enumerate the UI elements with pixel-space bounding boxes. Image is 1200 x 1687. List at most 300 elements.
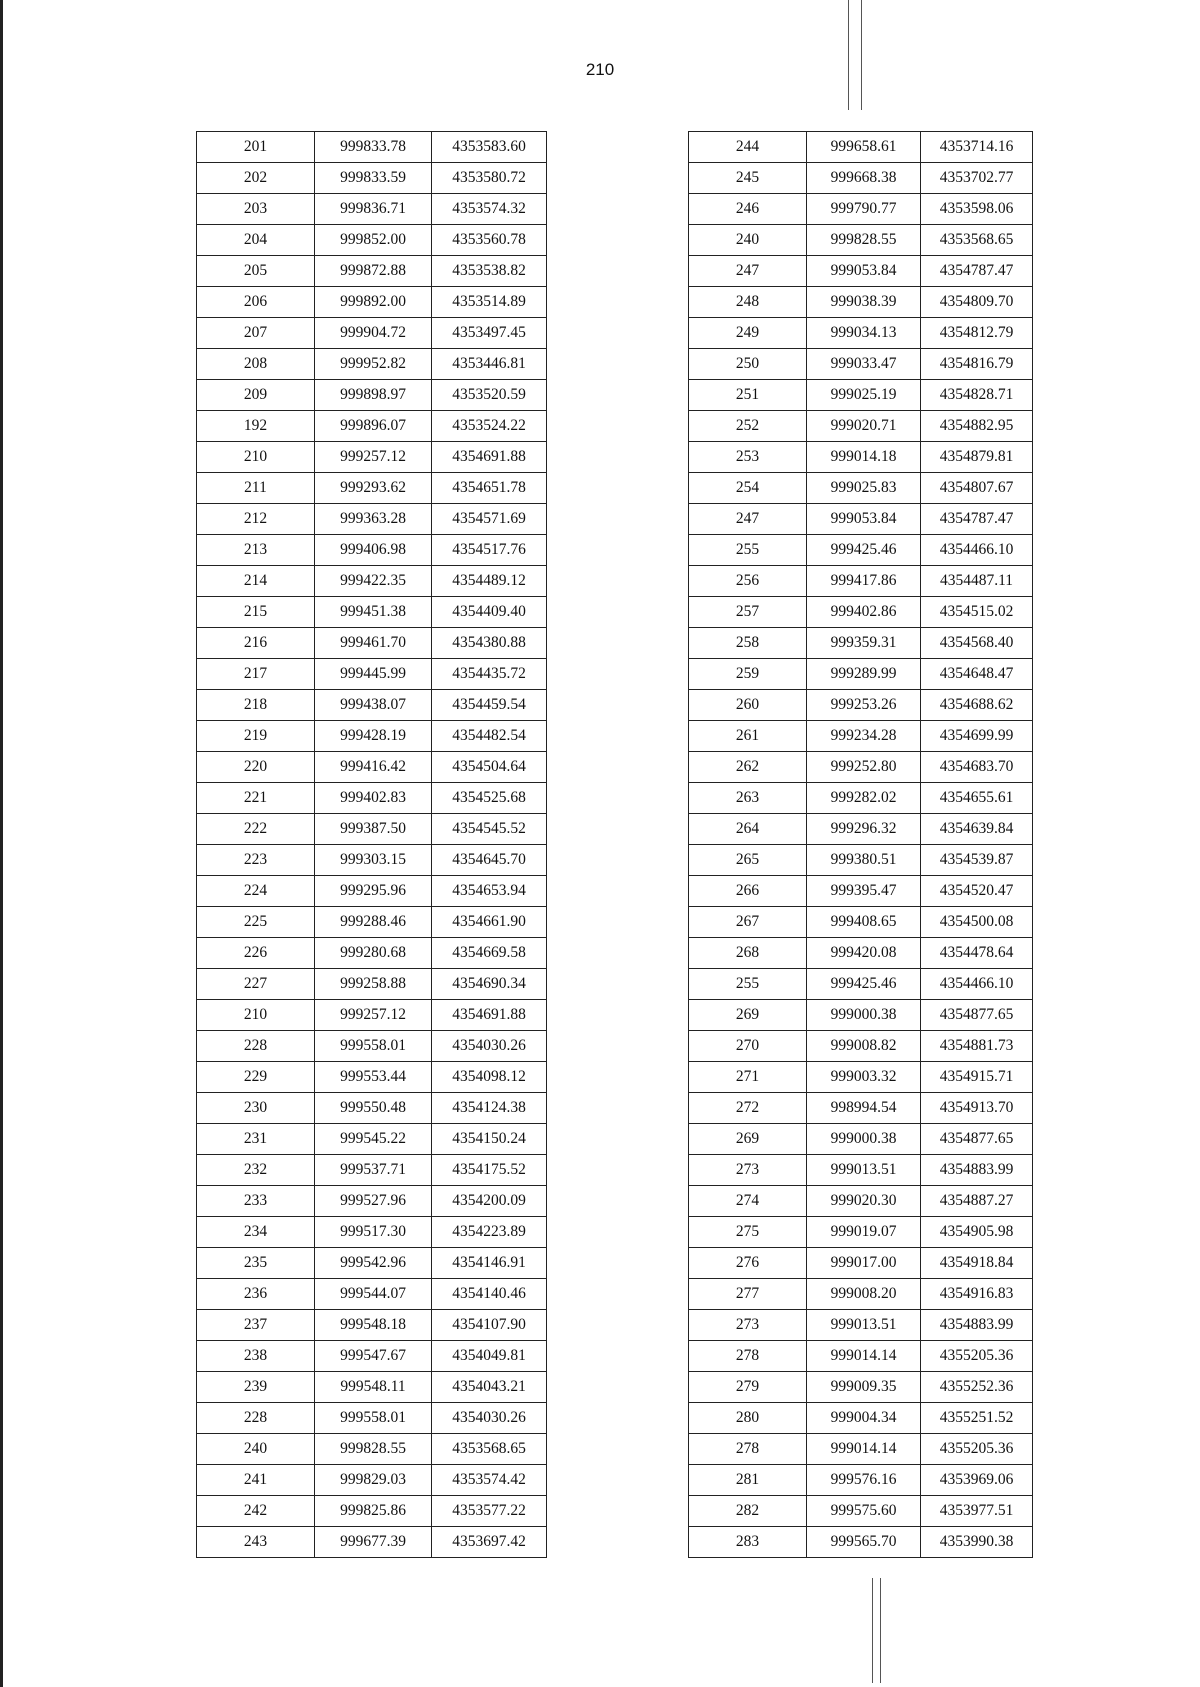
y-coordinate-cell: 4353583.60	[432, 132, 547, 163]
point-number-cell: 247	[689, 256, 807, 287]
x-coordinate-cell: 999790.77	[807, 194, 921, 225]
table-row	[197, 907, 547, 938]
point-number-cell: 267	[689, 907, 807, 938]
x-coordinate-cell: 999537.71	[315, 1155, 432, 1186]
point-number-cell: 214	[197, 566, 315, 597]
x-coordinate-cell: 999025.19	[807, 380, 921, 411]
x-coordinate-cell: 999253.26	[807, 690, 921, 721]
point-number-cell: 243	[197, 1527, 315, 1558]
table-row	[197, 597, 547, 628]
y-coordinate-cell: 4354200.09	[432, 1186, 547, 1217]
y-coordinate-cell: 4353969.06	[921, 1465, 1033, 1496]
point-number-cell: 211	[197, 473, 315, 504]
y-coordinate-cell: 4354807.67	[921, 473, 1033, 504]
y-coordinate-cell: 4354639.84	[921, 814, 1033, 845]
table-row	[689, 1155, 1033, 1186]
table-row	[689, 1279, 1033, 1310]
y-coordinate-cell: 4354466.10	[921, 535, 1033, 566]
table-row	[689, 876, 1033, 907]
y-coordinate-cell: 4355205.36	[921, 1341, 1033, 1372]
point-number-cell: 203	[197, 194, 315, 225]
point-number-cell: 221	[197, 783, 315, 814]
x-coordinate-cell: 999668.38	[807, 163, 921, 194]
point-number-cell: 273	[689, 1310, 807, 1341]
point-number-cell: 270	[689, 1031, 807, 1062]
point-number-cell: 265	[689, 845, 807, 876]
point-number-cell: 225	[197, 907, 315, 938]
table-row	[197, 1310, 547, 1341]
table-row	[689, 380, 1033, 411]
table-row	[197, 442, 547, 473]
point-number-cell: 278	[689, 1341, 807, 1372]
table-row	[689, 1434, 1033, 1465]
y-coordinate-cell: 4355205.36	[921, 1434, 1033, 1465]
y-coordinate-cell: 4354877.65	[921, 1124, 1033, 1155]
x-coordinate-cell: 999282.02	[807, 783, 921, 814]
y-coordinate-cell: 4353524.22	[432, 411, 547, 442]
y-coordinate-cell: 4353538.82	[432, 256, 547, 287]
y-coordinate-cell: 4354504.64	[432, 752, 547, 783]
table-row	[689, 256, 1033, 287]
x-coordinate-cell: 999009.35	[807, 1372, 921, 1403]
point-number-cell: 271	[689, 1062, 807, 1093]
point-number-cell: 260	[689, 690, 807, 721]
y-coordinate-cell: 4354030.26	[432, 1403, 547, 1434]
x-coordinate-cell: 999288.46	[315, 907, 432, 938]
x-coordinate-cell: 999527.96	[315, 1186, 432, 1217]
point-number-cell: 275	[689, 1217, 807, 1248]
table-row	[197, 783, 547, 814]
y-coordinate-cell: 4354140.46	[432, 1279, 547, 1310]
x-coordinate-cell: 999898.97	[315, 380, 432, 411]
y-coordinate-cell: 4353598.06	[921, 194, 1033, 225]
y-coordinate-cell: 4354517.76	[432, 535, 547, 566]
y-coordinate-cell: 4354918.84	[921, 1248, 1033, 1279]
scan-artifact-line	[872, 1578, 873, 1683]
x-coordinate-cell: 999829.03	[315, 1465, 432, 1496]
x-coordinate-cell: 999575.60	[807, 1496, 921, 1527]
y-coordinate-cell: 4354787.47	[921, 256, 1033, 287]
y-coordinate-cell: 4354887.27	[921, 1186, 1033, 1217]
point-number-cell: 240	[689, 225, 807, 256]
point-number-cell: 224	[197, 876, 315, 907]
point-number-cell: 204	[197, 225, 315, 256]
x-coordinate-cell: 999658.61	[807, 132, 921, 163]
y-coordinate-cell: 4353977.51	[921, 1496, 1033, 1527]
point-number-cell: 192	[197, 411, 315, 442]
x-coordinate-cell: 999408.65	[807, 907, 921, 938]
x-coordinate-cell: 999548.11	[315, 1372, 432, 1403]
y-coordinate-cell: 4354879.81	[921, 442, 1033, 473]
table-row	[197, 318, 547, 349]
point-number-cell: 222	[197, 814, 315, 845]
table-row	[689, 318, 1033, 349]
y-coordinate-cell: 4354877.65	[921, 1000, 1033, 1031]
x-coordinate-cell: 999565.70	[807, 1527, 921, 1558]
y-coordinate-cell: 4354812.79	[921, 318, 1033, 349]
point-number-cell: 208	[197, 349, 315, 380]
table-row	[689, 1062, 1033, 1093]
x-coordinate-cell: 999003.32	[807, 1062, 921, 1093]
point-number-cell: 226	[197, 938, 315, 969]
y-coordinate-cell: 4354690.34	[432, 969, 547, 1000]
table-row	[689, 163, 1033, 194]
point-number-cell: 276	[689, 1248, 807, 1279]
y-coordinate-cell: 4353702.77	[921, 163, 1033, 194]
point-number-cell: 232	[197, 1155, 315, 1186]
point-number-cell: 279	[689, 1372, 807, 1403]
x-coordinate-cell: 999461.70	[315, 628, 432, 659]
y-coordinate-cell: 4354653.94	[432, 876, 547, 907]
y-coordinate-cell: 4354648.47	[921, 659, 1033, 690]
table-row	[689, 783, 1033, 814]
x-coordinate-cell: 999025.83	[807, 473, 921, 504]
x-coordinate-cell: 999428.19	[315, 721, 432, 752]
x-coordinate-cell: 999293.62	[315, 473, 432, 504]
table-row	[197, 1155, 547, 1186]
x-coordinate-cell: 999425.46	[807, 535, 921, 566]
x-coordinate-cell: 999952.82	[315, 349, 432, 380]
table-row	[689, 411, 1033, 442]
x-coordinate-cell: 999020.30	[807, 1186, 921, 1217]
x-coordinate-cell: 999019.07	[807, 1217, 921, 1248]
point-number-cell: 229	[197, 1062, 315, 1093]
point-number-cell: 241	[197, 1465, 315, 1496]
x-coordinate-cell: 999000.38	[807, 1124, 921, 1155]
point-number-cell: 216	[197, 628, 315, 659]
point-number-cell: 213	[197, 535, 315, 566]
point-number-cell: 262	[689, 752, 807, 783]
point-number-cell: 261	[689, 721, 807, 752]
table-row	[689, 721, 1033, 752]
y-coordinate-cell: 4354124.38	[432, 1093, 547, 1124]
table-row	[689, 752, 1033, 783]
y-coordinate-cell: 4353514.89	[432, 287, 547, 318]
table-row	[689, 845, 1033, 876]
y-coordinate-cell: 4354043.21	[432, 1372, 547, 1403]
y-coordinate-cell: 4354883.99	[921, 1155, 1033, 1186]
x-coordinate-cell: 999258.88	[315, 969, 432, 1000]
y-coordinate-cell: 4354515.02	[921, 597, 1033, 628]
x-coordinate-cell: 999013.51	[807, 1310, 921, 1341]
table-row	[197, 1062, 547, 1093]
point-number-cell: 210	[197, 1000, 315, 1031]
table-row	[689, 1217, 1033, 1248]
y-coordinate-cell: 4355251.52	[921, 1403, 1033, 1434]
x-coordinate-cell: 999438.07	[315, 690, 432, 721]
x-coordinate-cell: 999406.98	[315, 535, 432, 566]
table-row	[197, 1000, 547, 1031]
x-coordinate-cell: 999395.47	[807, 876, 921, 907]
y-coordinate-cell: 4354905.98	[921, 1217, 1033, 1248]
point-number-cell: 240	[197, 1434, 315, 1465]
point-number-cell: 263	[689, 783, 807, 814]
table-row	[689, 1093, 1033, 1124]
point-number-cell: 206	[197, 287, 315, 318]
table-row	[197, 969, 547, 1000]
table-row	[689, 1310, 1033, 1341]
table-row	[689, 1124, 1033, 1155]
x-coordinate-cell: 999425.46	[807, 969, 921, 1000]
point-number-cell: 242	[197, 1496, 315, 1527]
point-number-cell: 258	[689, 628, 807, 659]
table-row	[689, 938, 1033, 969]
table-row	[197, 1248, 547, 1279]
table-row	[197, 1465, 547, 1496]
x-coordinate-cell: 999014.18	[807, 442, 921, 473]
x-coordinate-cell: 999416.42	[315, 752, 432, 783]
point-number-cell: 247	[689, 504, 807, 535]
point-number-cell: 215	[197, 597, 315, 628]
x-coordinate-cell: 999280.68	[315, 938, 432, 969]
y-coordinate-cell: 4353577.22	[432, 1496, 547, 1527]
table-row	[689, 1341, 1033, 1372]
point-number-cell: 269	[689, 1000, 807, 1031]
x-coordinate-cell: 999550.48	[315, 1093, 432, 1124]
y-coordinate-cell: 4354539.87	[921, 845, 1033, 876]
y-coordinate-cell: 4354699.99	[921, 721, 1033, 752]
y-coordinate-cell: 4354466.10	[921, 969, 1033, 1000]
point-number-cell: 209	[197, 380, 315, 411]
y-coordinate-cell: 4354882.95	[921, 411, 1033, 442]
y-coordinate-cell: 4354809.70	[921, 287, 1033, 318]
y-coordinate-cell: 4355252.36	[921, 1372, 1033, 1403]
table-row	[197, 287, 547, 318]
x-coordinate-cell: 999833.59	[315, 163, 432, 194]
x-coordinate-cell: 999852.00	[315, 225, 432, 256]
table-row	[197, 752, 547, 783]
y-coordinate-cell: 4354688.62	[921, 690, 1033, 721]
table-row	[689, 287, 1033, 318]
point-number-cell: 236	[197, 1279, 315, 1310]
point-number-cell: 253	[689, 442, 807, 473]
point-number-cell: 205	[197, 256, 315, 287]
y-coordinate-cell: 4354150.24	[432, 1124, 547, 1155]
table-row	[197, 938, 547, 969]
point-number-cell: 237	[197, 1310, 315, 1341]
x-coordinate-cell: 999825.86	[315, 1496, 432, 1527]
x-coordinate-cell: 999013.51	[807, 1155, 921, 1186]
table-row	[689, 1372, 1033, 1403]
table-row	[197, 380, 547, 411]
table-row	[197, 349, 547, 380]
table-row	[689, 194, 1033, 225]
table-row	[197, 535, 547, 566]
table-row	[197, 1124, 547, 1155]
x-coordinate-cell: 999303.15	[315, 845, 432, 876]
y-coordinate-cell: 4353580.72	[432, 163, 547, 194]
table-row	[197, 163, 547, 194]
table-row	[197, 721, 547, 752]
table-row	[689, 349, 1033, 380]
point-number-cell: 220	[197, 752, 315, 783]
x-coordinate-cell: 999004.34	[807, 1403, 921, 1434]
x-coordinate-cell: 999014.14	[807, 1341, 921, 1372]
y-coordinate-cell: 4354223.89	[432, 1217, 547, 1248]
x-coordinate-cell: 999547.67	[315, 1341, 432, 1372]
table-row	[689, 690, 1033, 721]
x-coordinate-cell: 999542.96	[315, 1248, 432, 1279]
x-coordinate-cell: 999017.00	[807, 1248, 921, 1279]
table-row	[689, 1527, 1033, 1558]
point-number-cell: 228	[197, 1031, 315, 1062]
y-coordinate-cell: 4354409.40	[432, 597, 547, 628]
table-row	[689, 1403, 1033, 1434]
x-coordinate-cell: 999517.30	[315, 1217, 432, 1248]
x-coordinate-cell: 999257.12	[315, 442, 432, 473]
point-number-cell: 210	[197, 442, 315, 473]
table-row	[197, 1186, 547, 1217]
point-number-cell: 255	[689, 535, 807, 566]
y-coordinate-cell: 4354661.90	[432, 907, 547, 938]
x-coordinate-cell: 999008.82	[807, 1031, 921, 1062]
y-coordinate-cell: 4354883.99	[921, 1310, 1033, 1341]
point-number-cell: 217	[197, 659, 315, 690]
point-number-cell: 233	[197, 1186, 315, 1217]
table-row	[689, 1248, 1033, 1279]
table-row	[689, 907, 1033, 938]
x-coordinate-cell: 999257.12	[315, 1000, 432, 1031]
y-coordinate-cell: 4354146.91	[432, 1248, 547, 1279]
y-coordinate-cell: 4353990.38	[921, 1527, 1033, 1558]
point-number-cell: 223	[197, 845, 315, 876]
point-number-cell: 281	[689, 1465, 807, 1496]
scan-artifact-line	[848, 0, 849, 110]
table-row	[689, 597, 1033, 628]
point-number-cell: 231	[197, 1124, 315, 1155]
table-row	[197, 1403, 547, 1434]
y-coordinate-cell: 4354500.08	[921, 907, 1033, 938]
y-coordinate-cell: 4353497.45	[432, 318, 547, 349]
table-row	[197, 1093, 547, 1124]
y-coordinate-cell: 4353714.16	[921, 132, 1033, 163]
table-row	[689, 1000, 1033, 1031]
x-coordinate-cell: 999833.78	[315, 132, 432, 163]
y-coordinate-cell: 4354098.12	[432, 1062, 547, 1093]
point-number-cell: 207	[197, 318, 315, 349]
table-row	[197, 504, 547, 535]
table-row	[689, 473, 1033, 504]
table-row	[197, 132, 547, 163]
scan-artifact-line	[861, 0, 862, 110]
point-number-cell: 245	[689, 163, 807, 194]
x-coordinate-cell: 999295.96	[315, 876, 432, 907]
y-coordinate-cell: 4354568.40	[921, 628, 1033, 659]
table-row	[197, 194, 547, 225]
point-number-cell: 277	[689, 1279, 807, 1310]
x-coordinate-cell: 999544.07	[315, 1279, 432, 1310]
table-row	[689, 814, 1033, 845]
table-row	[197, 876, 547, 907]
y-coordinate-cell: 4354787.47	[921, 504, 1033, 535]
x-coordinate-cell: 999904.72	[315, 318, 432, 349]
point-number-cell: 218	[197, 690, 315, 721]
y-coordinate-cell: 4354435.72	[432, 659, 547, 690]
y-coordinate-cell: 4353520.59	[432, 380, 547, 411]
table-row	[197, 845, 547, 876]
scan-artifact-line	[880, 1578, 881, 1683]
x-coordinate-cell: 999445.99	[315, 659, 432, 690]
x-coordinate-cell: 999296.32	[807, 814, 921, 845]
y-coordinate-cell: 4354915.71	[921, 1062, 1033, 1093]
point-number-cell: 202	[197, 163, 315, 194]
table-row	[689, 1496, 1033, 1527]
x-coordinate-cell: 999387.50	[315, 814, 432, 845]
table-row	[197, 814, 547, 845]
point-number-cell: 235	[197, 1248, 315, 1279]
point-number-cell: 264	[689, 814, 807, 845]
point-number-cell: 255	[689, 969, 807, 1000]
x-coordinate-cell: 999828.55	[807, 225, 921, 256]
y-coordinate-cell: 4354380.88	[432, 628, 547, 659]
y-coordinate-cell: 4354175.52	[432, 1155, 547, 1186]
y-coordinate-cell: 4354459.54	[432, 690, 547, 721]
y-coordinate-cell: 4354881.73	[921, 1031, 1033, 1062]
table-row	[689, 628, 1033, 659]
x-coordinate-cell: 999545.22	[315, 1124, 432, 1155]
x-coordinate-cell: 999008.20	[807, 1279, 921, 1310]
coordinates-table-left	[196, 131, 547, 1558]
point-number-cell: 266	[689, 876, 807, 907]
point-number-cell: 250	[689, 349, 807, 380]
y-coordinate-cell: 4354691.88	[432, 1000, 547, 1031]
x-coordinate-cell: 999053.84	[807, 504, 921, 535]
table-row	[197, 1031, 547, 1062]
point-number-cell: 238	[197, 1341, 315, 1372]
table-row	[689, 566, 1033, 597]
point-number-cell: 269	[689, 1124, 807, 1155]
x-coordinate-cell: 999422.35	[315, 566, 432, 597]
x-coordinate-cell: 999033.47	[807, 349, 921, 380]
y-coordinate-cell: 4354489.12	[432, 566, 547, 597]
x-coordinate-cell: 999014.14	[807, 1434, 921, 1465]
table-row	[689, 132, 1033, 163]
x-coordinate-cell: 999234.28	[807, 721, 921, 752]
y-coordinate-cell: 4354482.54	[432, 721, 547, 752]
point-number-cell: 282	[689, 1496, 807, 1527]
point-number-cell: 212	[197, 504, 315, 535]
x-coordinate-cell: 999020.71	[807, 411, 921, 442]
table-row	[197, 659, 547, 690]
table-row	[689, 225, 1033, 256]
x-coordinate-cell: 999417.86	[807, 566, 921, 597]
point-number-cell: 278	[689, 1434, 807, 1465]
point-number-cell: 248	[689, 287, 807, 318]
table-row	[689, 535, 1033, 566]
table-row	[197, 473, 547, 504]
point-number-cell: 249	[689, 318, 807, 349]
x-coordinate-cell: 998994.54	[807, 1093, 921, 1124]
y-coordinate-cell: 4354525.68	[432, 783, 547, 814]
point-number-cell: 283	[689, 1527, 807, 1558]
x-coordinate-cell: 999359.31	[807, 628, 921, 659]
x-coordinate-cell: 999558.01	[315, 1403, 432, 1434]
x-coordinate-cell: 999558.01	[315, 1031, 432, 1062]
point-number-cell: 252	[689, 411, 807, 442]
point-number-cell: 254	[689, 473, 807, 504]
y-coordinate-cell: 4354683.70	[921, 752, 1033, 783]
table-row	[689, 1186, 1033, 1217]
point-number-cell: 274	[689, 1186, 807, 1217]
table-row	[689, 969, 1033, 1000]
point-number-cell: 259	[689, 659, 807, 690]
y-coordinate-cell: 4354655.61	[921, 783, 1033, 814]
y-coordinate-cell: 4353568.65	[432, 1434, 547, 1465]
y-coordinate-cell: 4353446.81	[432, 349, 547, 380]
y-coordinate-cell: 4354916.83	[921, 1279, 1033, 1310]
table-row	[197, 256, 547, 287]
table-row	[689, 504, 1033, 535]
